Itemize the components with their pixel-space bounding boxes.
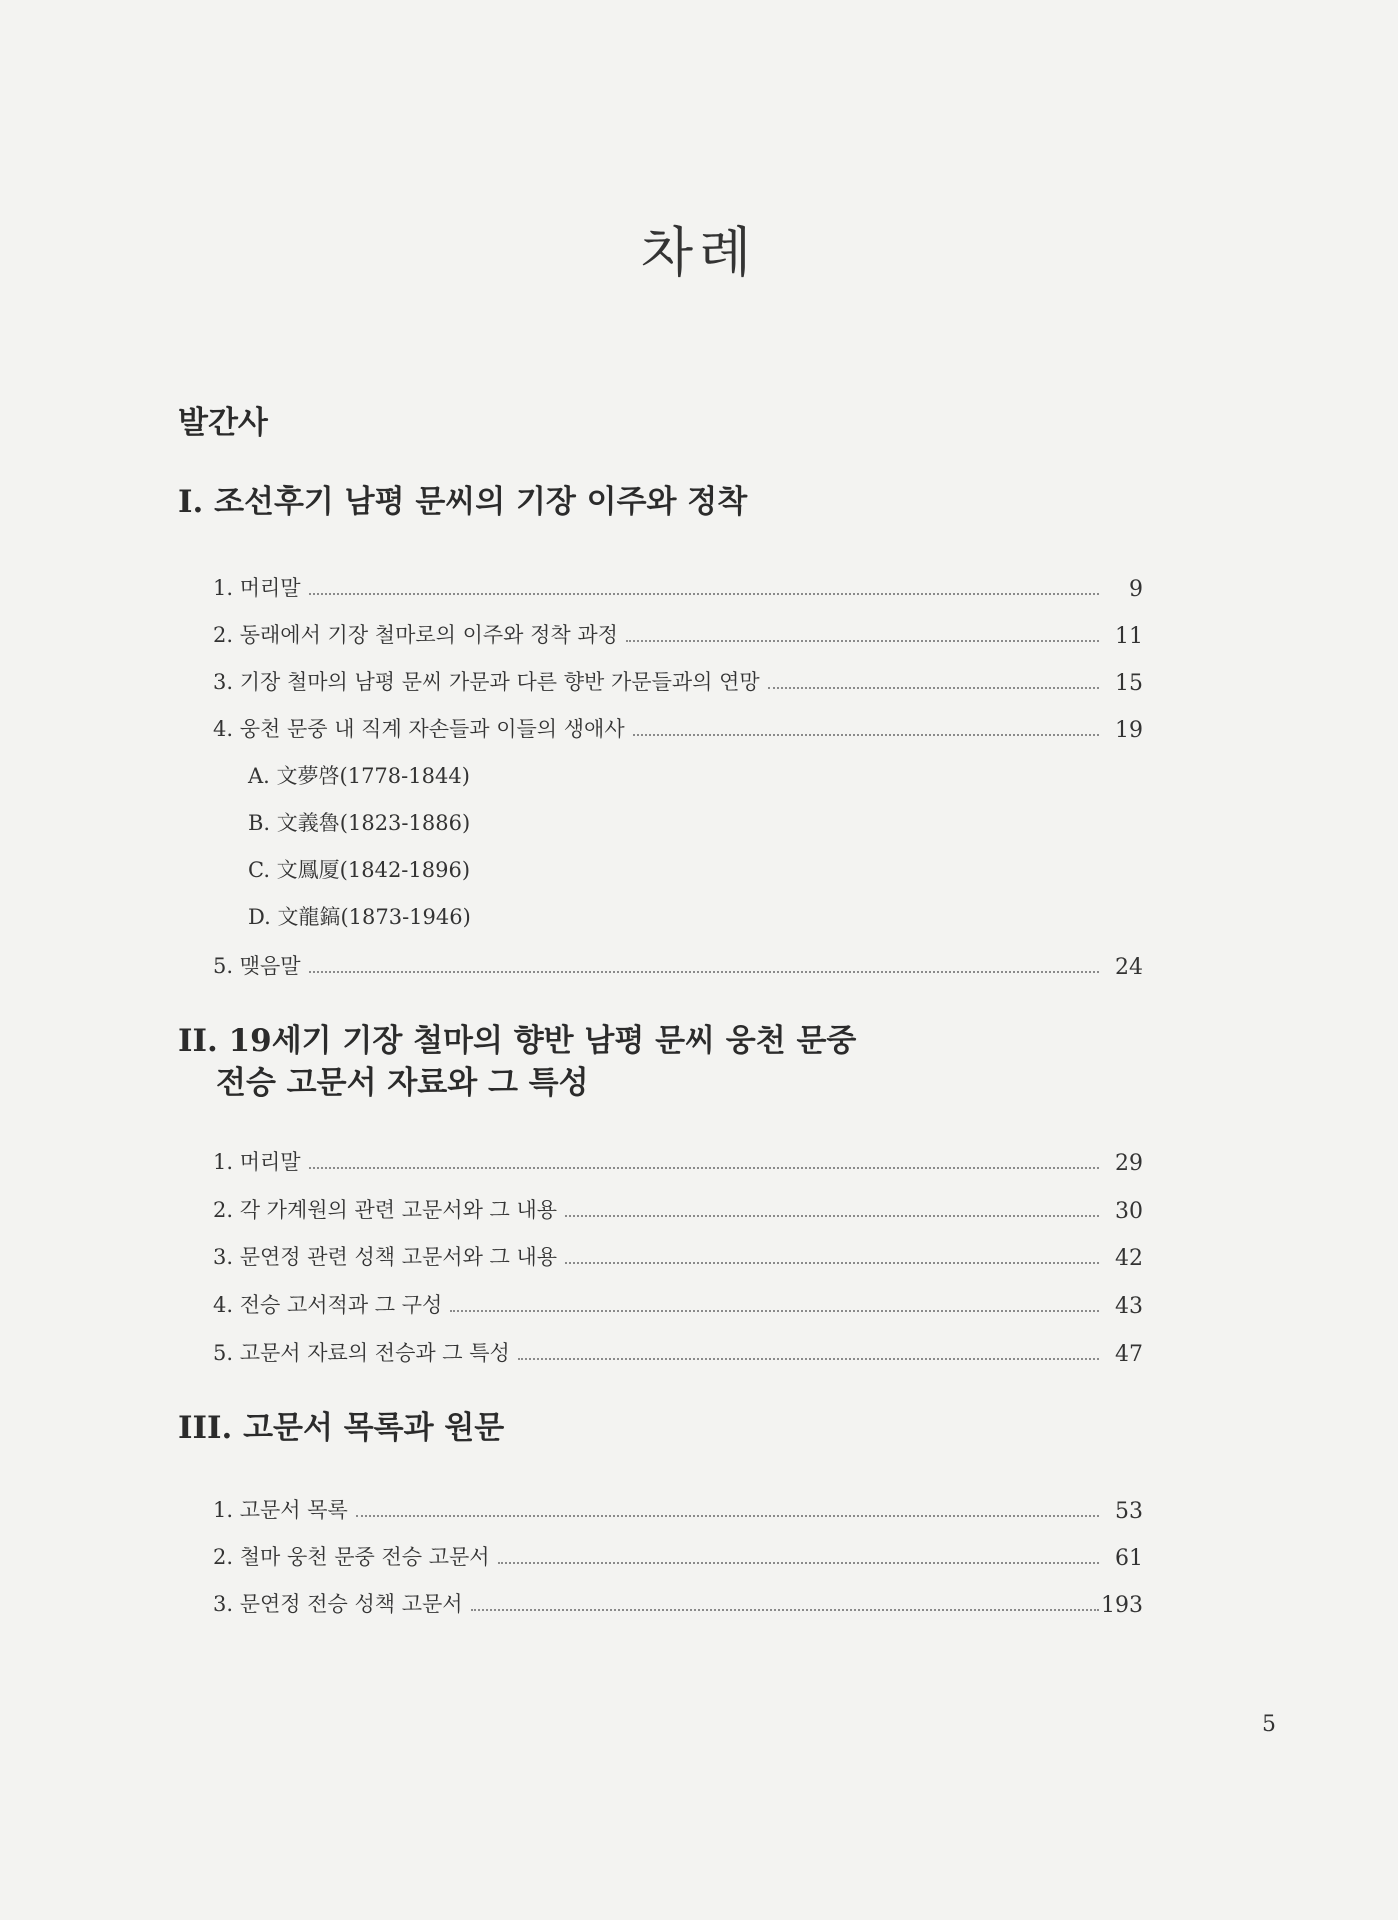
part-1-title: I. 조선후기 남평 문씨의 기장 이주와 정착 (178, 484, 748, 520)
toc-entry-page: 29 (1115, 1151, 1143, 1176)
toc-entry[interactable] (213, 1285, 1143, 1319)
toc-entry-page: 42 (1115, 1246, 1143, 1271)
dot-leader (309, 970, 1099, 973)
toc-entry[interactable] (213, 1333, 1143, 1367)
toc-entry-label: 1. 머리말 (213, 1150, 301, 1174)
toc-entry[interactable] (213, 1190, 1143, 1224)
dot-leader (768, 686, 1099, 689)
toc-entry-page: 24 (1115, 955, 1143, 980)
part-2-title-line1: II. 19세기 기장 철마의 향반 남평 문씨 웅천 문중 (178, 1023, 857, 1059)
page-number: 5 (1262, 1712, 1276, 1737)
toc-subentry: D. 文龍鎬(1873-1946) (248, 905, 471, 929)
dot-leader (565, 1214, 1099, 1217)
toc-entry[interactable] (213, 568, 1143, 602)
part-3-title: III. 고문서 목록과 원문 (178, 1410, 505, 1446)
toc-subentry: B. 文義魯(1823-1886) (248, 811, 471, 835)
dot-leader (450, 1309, 1099, 1312)
toc-entry-page: 47 (1115, 1342, 1143, 1367)
toc-entry-page: 43 (1115, 1294, 1143, 1319)
toc-entry-page: 30 (1115, 1199, 1143, 1224)
toc-entry-label: 3. 기장 철마의 남평 문씨 가문과 다른 향반 가문들과의 연망 (213, 670, 760, 694)
foreword-heading: 발간사 (178, 405, 268, 441)
toc-entry[interactable] (213, 709, 1143, 743)
toc-entry-label: 4. 전승 고서적과 그 구성 (213, 1293, 443, 1317)
toc-entry-label: 1. 고문서 목록 (213, 1498, 348, 1522)
dot-leader (633, 733, 1099, 736)
toc-entry-page: 19 (1115, 718, 1143, 743)
toc-entry-page: 11 (1115, 624, 1143, 649)
page-title: 차례 (640, 221, 758, 284)
part-2-title (178, 1020, 856, 1104)
toc-subentry: A. 文夢啓(1778-1844) (248, 764, 470, 788)
toc-entry-page: 9 (1129, 577, 1143, 602)
toc-entry[interactable] (213, 662, 1143, 696)
part-2-title-line2: 전승 고문서 자료와 그 특성 (216, 1065, 589, 1101)
toc-entry[interactable] (213, 1490, 1143, 1524)
dot-leader (309, 592, 1099, 595)
toc-entry[interactable] (213, 1584, 1143, 1618)
toc-entry[interactable] (213, 946, 1143, 980)
toc-entry-page: 53 (1115, 1499, 1143, 1524)
dot-leader (309, 1166, 1099, 1169)
toc-entry-label: 5. 맺음말 (213, 954, 301, 978)
toc-entry-label: 5. 고문서 자료의 전승과 그 특성 (213, 1341, 510, 1365)
dot-leader (356, 1514, 1099, 1517)
toc-entry-page: 61 (1115, 1546, 1143, 1571)
dot-leader (498, 1561, 1099, 1564)
toc-entry-label: 2. 각 가계원의 관련 고문서와 그 내용 (213, 1198, 558, 1222)
dot-leader (471, 1608, 1099, 1611)
toc-entry-label: 3. 문연정 관련 성책 고문서와 그 내용 (213, 1245, 558, 1269)
toc-entry-label: 4. 웅천 문중 내 직계 자손들과 이들의 생애사 (213, 717, 625, 741)
toc-entry-page: 193 (1101, 1593, 1143, 1618)
dot-leader (626, 639, 1099, 642)
toc-entry-label: 2. 철마 웅천 문중 전승 고문서 (213, 1545, 490, 1569)
toc-entry-page: 15 (1115, 671, 1143, 696)
toc-entry[interactable] (213, 1142, 1143, 1176)
toc-entry[interactable] (213, 1537, 1143, 1571)
dot-leader (565, 1261, 1099, 1264)
toc-subentry: C. 文鳳厦(1842-1896) (248, 858, 471, 882)
toc-entry[interactable] (213, 1237, 1143, 1271)
toc-entry[interactable] (213, 615, 1143, 649)
toc-entry-label: 1. 머리말 (213, 576, 301, 600)
toc-entry-label: 2. 동래에서 기장 철마로의 이주와 정착 과정 (213, 623, 618, 647)
toc-entry-label: 3. 문연정 전승 성책 고문서 (213, 1592, 463, 1616)
dot-leader (518, 1357, 1099, 1360)
